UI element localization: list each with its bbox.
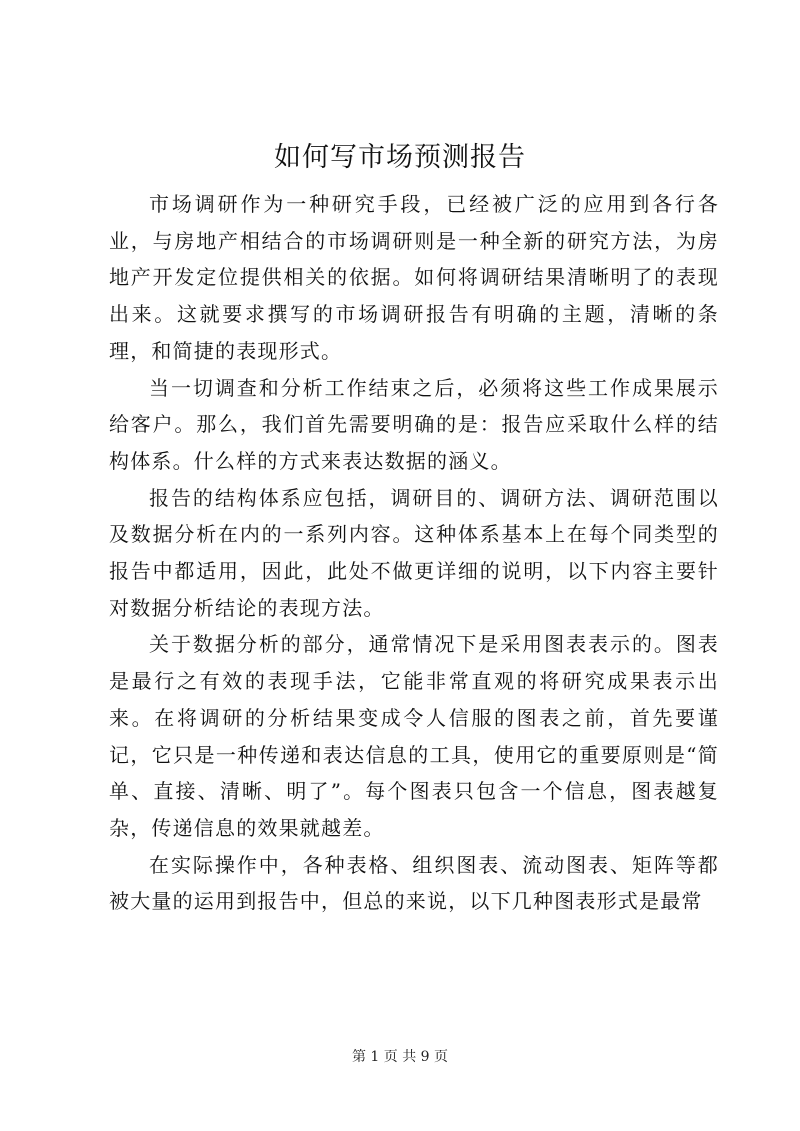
document-body	[109, 186, 719, 920]
paragraph-2: 当一切调查和分析工作结束之后，必须将这些工作成果展示给客户。那么，我们首先需要明确的是：报告应采取什么样的结构体系。什么样的方式来表达数据的涵义。	[109, 375, 719, 473]
paragraph-1: 市场调研作为一种研究手段，已经被广泛的应用到各行各业，与房地产相结合的市场调研则是一种全新的研究方法，为房地产开发定位提供相关的依据。如何将调研结果清晰明了的表现出来。这就要求撰写的市场调研报告有明确的主题，清晰的条理，和简捷的表现形式。	[109, 192, 719, 363]
paragraph-5: 在实际操作中，各种表格、组织图表、流动图表、矩阵等都被大量的运用到报告中，但总的来说，以下几种图表形式是最常	[109, 852, 719, 914]
page-footer	[0, 1047, 800, 1067]
paragraph-3: 报告的结构体系应包括，调研目的、调研方法、调研范围以及数据分析在内的一系列内容。这种体系基本上在每个同类型的报告中都适用，因此，此处不做更详细的说明，以下内容主要针对数据分析结论的表现方法。	[109, 485, 719, 620]
page-number-label: 第 1 页 共 9 页	[351, 1049, 449, 1065]
paragraph-4: 关于数据分析的部分，通常情况下是采用图表表示的。图表是最行之有效的表现手法，它能非常直观的将研究成果表示出来。在将调研的分析结果变成令人信服的图表之前，首先要谨记，它只是一种传递和表达信息的工具，使用它的重要原则是“简单、直接、清晰、明了”。每个图表只包含一个信息，图表越复杂，传递信息的效果就越差。	[109, 632, 719, 840]
document-title: 如何写市场预测报告	[274, 142, 526, 173]
